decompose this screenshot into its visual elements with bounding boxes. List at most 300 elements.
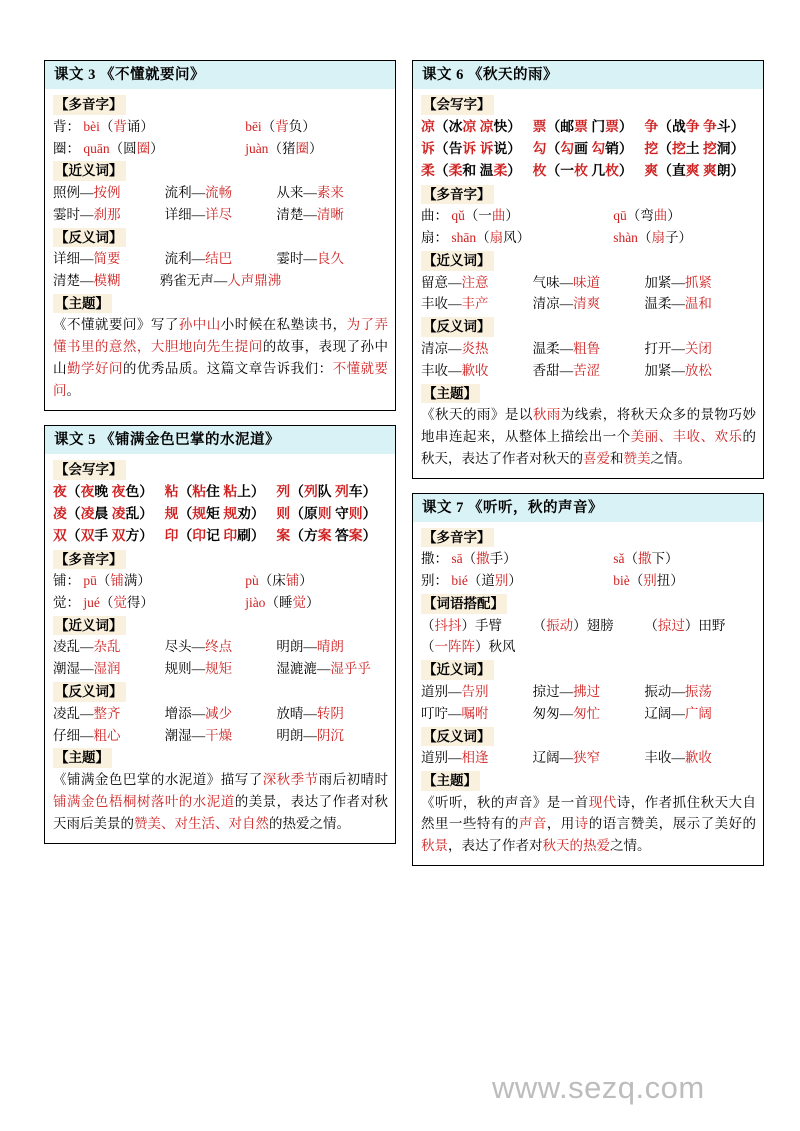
pair-dash: — [191, 184, 206, 200]
duoyinzi-reading-a [53, 570, 227, 592]
pair-dash: — [191, 661, 206, 677]
pair-dash: — [80, 705, 94, 721]
hanzi-entry [276, 481, 388, 503]
highlight-text: 勤学好问 [66, 361, 123, 377]
section-label-zhuti: 【主题】 [53, 294, 112, 314]
collocation-filler [533, 636, 645, 658]
lesson-6-fanyici-list [421, 338, 756, 382]
word-part: 子 [664, 230, 679, 246]
word-pair [53, 182, 165, 204]
body-text: 《秋天的雨》是以 [421, 407, 533, 423]
word-part: 床 [272, 573, 286, 589]
word-part: 记 [206, 528, 220, 544]
word-right: 按例 [93, 184, 121, 200]
word-part: 队 [317, 483, 332, 499]
word-part: 原 [303, 505, 318, 521]
word-pair-row [421, 338, 756, 360]
hanzi-row [53, 481, 388, 503]
section-label-jinyici: 【近义词】 [421, 660, 494, 680]
hanzi-row [53, 503, 388, 525]
word-right: 素来 [316, 184, 344, 200]
section-label-duoyinzi: 【多音字】 [421, 185, 494, 205]
duoyinzi-pinyin: qǔ [451, 208, 465, 224]
collocation-modifier: 振动 [546, 617, 574, 633]
lesson-6-jinyici-list [421, 272, 756, 316]
word-part: 乱 [125, 505, 140, 521]
hanzi-entry [165, 525, 277, 547]
pair-dash: — [303, 727, 317, 743]
pair-dash: — [80, 206, 94, 222]
word-part: 刷 [237, 528, 251, 544]
word-part: 得 [126, 595, 141, 611]
duoyinzi-row [421, 205, 756, 227]
word-pair [533, 360, 645, 382]
word-left: 丰收 [421, 362, 448, 378]
word-pair [644, 703, 756, 725]
word-part: 冰 [448, 118, 463, 134]
pair-dash: — [303, 639, 317, 655]
pair-dash: — [559, 296, 574, 312]
pair-dash: — [448, 750, 462, 766]
word-key-char: 背 [275, 118, 289, 134]
body-text: 和 [610, 450, 624, 466]
word-key-char: 夜 [111, 483, 126, 499]
word-left: 霎时 [276, 251, 304, 267]
pair-dash: — [559, 750, 574, 766]
word-part: 告 [448, 141, 463, 157]
paren-open: （ [290, 528, 304, 544]
word-key-char: 案 [317, 528, 332, 544]
word-right: 人声鼎沸 [227, 273, 282, 289]
word-pair [53, 248, 165, 270]
paren-open: （ [66, 528, 81, 544]
hanzi-row [421, 138, 756, 160]
word-left: 留意 [421, 274, 448, 290]
word-pair [421, 338, 533, 360]
pair-dash: — [80, 251, 94, 267]
pair-dash: — [448, 296, 462, 312]
word-pair [421, 272, 533, 294]
word-key-char: 案 [348, 528, 363, 544]
pair-dash: — [448, 683, 462, 699]
highlight-text: 诗 [574, 816, 589, 832]
word-key-char: 双 [80, 528, 95, 544]
duoyinzi-row [53, 570, 388, 592]
paren-close: ） [730, 163, 745, 179]
word-left: 详细 [164, 206, 192, 222]
word-pair [53, 204, 165, 226]
word-part: 色 [125, 483, 140, 499]
word-right: 刹那 [93, 206, 121, 222]
word-right: 温和 [684, 296, 712, 312]
paren-open: （ [476, 230, 490, 246]
highlight-text: 深秋季节 [262, 771, 319, 787]
word-left: 清凉 [532, 296, 560, 312]
paren-close: ） [362, 528, 377, 544]
duoyinzi-reading-a [421, 205, 595, 227]
collocation-noun: 手臂 [475, 617, 502, 633]
hanzi-entry [421, 116, 533, 138]
word-key-char: 铺 [110, 573, 124, 589]
pair-dash: — [80, 639, 94, 655]
paren-open: （ [178, 483, 193, 499]
word-part: 答 [334, 528, 349, 544]
highlight-text: 声音 [518, 816, 547, 832]
paren-close: ） [140, 595, 154, 611]
hanzi-row [53, 525, 388, 547]
duoyinzi-head-char: 扇： [421, 230, 448, 246]
paren-open: （ [626, 208, 641, 224]
word-pair [160, 270, 282, 292]
hanzi-head-char: 爽 [644, 163, 659, 179]
word-right: 终点 [205, 639, 233, 655]
word-key-char: 枚 [605, 163, 619, 179]
section-label-ciyudapei: 【词语搭配】 [421, 594, 507, 614]
lesson-7-duoyinzi-list [421, 548, 756, 592]
word-key-char: 诉 [479, 141, 494, 157]
pair-dash: — [559, 274, 574, 290]
pair-dash: — [316, 661, 331, 677]
pair-dash: — [671, 340, 685, 356]
word-key-char: 勾 [591, 141, 606, 157]
body-text: 的故事，表现了孙中山 [53, 339, 389, 377]
duoyinzi-pinyin: shàn [613, 230, 638, 246]
section-label-duoyinzi: 【多音字】 [421, 528, 494, 548]
word-part: 下 [651, 551, 665, 567]
word-pair-row [53, 725, 388, 747]
hanzi-head-char: 凉 [421, 118, 435, 134]
lesson-3-duoyinzi-list [53, 116, 388, 160]
word-part: 圆 [123, 140, 137, 156]
hanzi-head-char: 票 [532, 118, 547, 134]
word-right: 流畅 [205, 184, 233, 200]
body-text: 小时候在私塾读书， [220, 317, 347, 333]
word-pair [533, 703, 645, 725]
word-left: 详细 [53, 251, 80, 267]
duoyinzi-pinyin: pù [245, 573, 259, 589]
word-right: 良久 [316, 251, 344, 267]
word-key-char: 凌 [111, 505, 126, 521]
word-left: 掠过 [532, 683, 560, 699]
word-right: 广阔 [684, 705, 712, 721]
word-key-char: 列 [303, 483, 318, 499]
word-key-char: 凌 [80, 505, 95, 521]
lesson-3-jinyici-list [53, 182, 388, 226]
paren-open: （ [261, 118, 276, 134]
word-pair [276, 248, 388, 270]
word-part: 手 [489, 551, 504, 567]
paren-open: （ [66, 505, 81, 521]
section-label-duoyinzi: 【多音字】 [53, 550, 126, 570]
word-part: 和 [462, 163, 477, 179]
word-left: 清楚 [53, 273, 80, 289]
word-pair [276, 703, 388, 725]
word-part: 画 [574, 141, 588, 157]
pair-dash: — [559, 362, 574, 378]
hanzi-head-char: 凌 [53, 505, 67, 521]
word-part: 一 [478, 208, 492, 224]
word-key-char: 背 [113, 118, 127, 134]
paren-close: ） [305, 595, 320, 611]
word-key-char: 扇 [489, 230, 504, 246]
paren-close: ） [137, 573, 151, 589]
paren-close: ） [250, 483, 265, 499]
word-pair-row [421, 293, 756, 315]
word-pair [644, 338, 756, 360]
word-key-char: 曲 [491, 208, 506, 224]
highlight-text: 赞美 [623, 450, 651, 466]
lesson-6-zhuti-text [421, 404, 756, 470]
word-right: 狭窄 [573, 750, 601, 766]
paren-close: ） [150, 140, 164, 156]
paren-open: （ [96, 573, 111, 589]
hanzi-entry [421, 138, 533, 160]
word-part: 负 [288, 118, 303, 134]
hanzi-head-char: 勾 [532, 141, 547, 157]
pair-dash: — [671, 683, 685, 699]
paren-close: ） [250, 528, 265, 544]
word-right: 关闭 [684, 340, 712, 356]
word-part: 说 [493, 141, 508, 157]
word-pair [53, 703, 165, 725]
duoyinzi-pinyin: bié [451, 573, 468, 589]
body-text: 雨后初晴时 [318, 771, 389, 787]
duoyinzi-row [421, 548, 756, 570]
body-text: 的秋天，表达了作者对秋天的 [421, 428, 757, 466]
paren-open: （ [434, 118, 449, 134]
paren-close: ） [618, 118, 633, 134]
word-pair [533, 272, 645, 294]
word-part: 住 [206, 483, 220, 499]
hanzi-head-char: 枚 [532, 163, 547, 179]
section-label-duoyinzi: 【多音字】 [53, 95, 126, 115]
word-key-char: 圈 [295, 140, 309, 156]
body-text: 。 [66, 383, 80, 399]
word-pair [644, 293, 756, 315]
word-pair [276, 658, 388, 680]
paren-close: ） [730, 141, 745, 157]
lesson-7-ciyudapei-list [421, 615, 756, 659]
highlight-text: 秋天的热爱 [542, 838, 610, 854]
word-part: 风 [503, 230, 517, 246]
word-left: 振动 [644, 683, 672, 699]
paren-open: （ [265, 595, 279, 611]
word-key-char: 别 [643, 573, 657, 589]
duoyinzi-head-char: 圈： [53, 140, 80, 156]
duoyinzi-pinyin: jué [83, 595, 100, 611]
lesson-card-3 [44, 60, 396, 411]
section-label-fanyici: 【反义词】 [421, 727, 494, 747]
paren-open: （ [637, 230, 652, 246]
word-part: 晚 [94, 483, 109, 499]
pair-dash: — [559, 340, 574, 356]
paren-open: （ [546, 163, 561, 179]
hanzi-head-char: 粘 [164, 483, 179, 499]
word-part: 道 [481, 573, 495, 589]
collocation [421, 636, 533, 658]
collocation-filler [644, 636, 756, 658]
word-right: 结巴 [205, 251, 233, 267]
lesson-5-fanyici-list [53, 703, 388, 747]
word-key-char: 撒 [637, 551, 652, 567]
paren-close: ） [618, 141, 633, 157]
paren-close: ） [516, 230, 531, 246]
lesson-7-zhuti-text [421, 792, 756, 858]
collocation-modifier: 一阵阵 [434, 639, 475, 655]
word-left: 仔细 [53, 727, 80, 743]
word-right: 湿乎乎 [330, 661, 371, 677]
word-part: 满 [123, 573, 138, 589]
word-pair [644, 272, 756, 294]
collocation [421, 615, 533, 637]
body-text: 《铺满金色巴掌的水泥道》描写了 [53, 771, 263, 787]
hanzi-entry [53, 525, 165, 547]
word-pair [644, 747, 756, 769]
word-left: 打开 [644, 340, 672, 356]
paren-close: ） [140, 118, 154, 134]
paren-close: ） [250, 505, 265, 521]
lesson-5-huixiezi-list [53, 481, 388, 548]
duoyinzi-reading-b [595, 548, 756, 570]
body-text: 之情。 [610, 838, 651, 854]
body-text: 《听听，秋的声音》是一首 [421, 794, 589, 810]
word-left: 放晴 [276, 705, 304, 721]
paren-open: （ [258, 573, 273, 589]
two-column-layout [44, 60, 764, 866]
pair-dash: — [191, 206, 206, 222]
word-right: 抓紧 [684, 274, 712, 290]
duoyinzi-reading-b [227, 138, 388, 160]
word-pair [165, 636, 277, 658]
collocation-modifier: 掠过 [657, 617, 685, 633]
word-key-char: 撒 [476, 551, 490, 567]
word-pair [533, 293, 645, 315]
paren-close: ） [461, 617, 475, 633]
paren-open: （ [624, 551, 638, 567]
hanzi-entry [276, 503, 388, 525]
word-pair [165, 725, 277, 747]
highlight-text: 孙中山 [178, 317, 221, 333]
word-part: 战 [671, 118, 686, 134]
hanzi-head-char: 规 [164, 505, 179, 521]
highlight-text: 为了弄懂书里的意然，大胆地向先生提问 [53, 317, 389, 355]
word-pair [276, 182, 388, 204]
hanzi-entry [421, 160, 533, 182]
word-right: 湿润 [93, 661, 121, 677]
hanzi-head-char: 柔 [421, 163, 435, 179]
duoyinzi-reading-a [53, 592, 227, 614]
duoyinzi-head-char: 觉： [53, 595, 80, 611]
pair-dash: — [191, 639, 206, 655]
paren-open: （ [658, 141, 672, 157]
paren-open: （ [434, 141, 449, 157]
paren-close: ） [684, 617, 699, 633]
word-key-char: 凉 [479, 118, 494, 134]
pair-dash: — [191, 705, 206, 721]
word-pair [53, 658, 165, 680]
duoyinzi-row [53, 592, 388, 614]
paren-close: ） [503, 551, 517, 567]
word-part: 门 [591, 118, 606, 134]
lesson-6-duoyinzi-list [421, 205, 756, 249]
hanzi-entry [276, 525, 388, 547]
section-label-jinyici: 【近义词】 [421, 251, 494, 271]
word-left: 清凉 [421, 340, 448, 356]
lesson-6-huixiezi-list [421, 116, 756, 183]
word-right: 振荡 [684, 683, 712, 699]
word-key-char: 争 [685, 118, 700, 134]
section-label-zhuti: 【主题】 [53, 748, 112, 768]
duoyinzi-pinyin: pū [83, 573, 97, 589]
lesson-7-fanyici-list [421, 747, 756, 769]
word-key-char: 粘 [223, 483, 238, 499]
word-right: 详尽 [205, 206, 233, 222]
word-right: 注意 [461, 274, 489, 290]
word-pair-row [53, 204, 388, 226]
word-key-char: 票 [605, 118, 619, 134]
word-pair [421, 360, 533, 382]
pair-dash: — [80, 273, 94, 289]
lesson-3-title: 课文 3 《不懂就要问》 [45, 61, 395, 89]
word-part: 斗 [716, 118, 731, 134]
duoyinzi-head-char: 撒： [421, 551, 448, 567]
word-left: 叮咛 [421, 705, 448, 721]
paren-close: ） [302, 118, 316, 134]
paren-open: （ [546, 118, 561, 134]
word-left: 鸦雀无声 [159, 273, 214, 289]
paren-open: （ [178, 528, 193, 544]
duoyinzi-reading-a [421, 548, 595, 570]
body-text: 的语言赞美，展示了美好的 [588, 816, 757, 832]
pair-filler [281, 270, 388, 292]
body-text: 的热爱之情。 [269, 815, 350, 831]
word-part: 手 [94, 528, 109, 544]
paren-open: （ [99, 595, 114, 611]
hanzi-head-char: 双 [53, 528, 67, 544]
word-pair [165, 248, 277, 270]
hanzi-head-char: 印 [164, 528, 179, 544]
word-key-char: 印 [192, 528, 207, 544]
pair-dash: — [671, 362, 685, 378]
word-right: 粗心 [93, 727, 121, 743]
section-label-zhuti: 【主题】 [421, 384, 480, 404]
word-left: 加紧 [644, 362, 672, 378]
duoyinzi-reading-a [53, 138, 227, 160]
word-pair [165, 182, 277, 204]
word-right: 阴沉 [316, 727, 344, 743]
paren-open: （ [467, 573, 482, 589]
hanzi-head-char: 案 [276, 528, 291, 544]
hanzi-head-char: 挖 [644, 141, 659, 157]
duoyinzi-reading-b [227, 592, 388, 614]
word-part: 朗 [716, 163, 731, 179]
duoyinzi-head-char: 铺： [53, 573, 80, 589]
word-part: 温 [479, 163, 494, 179]
paren-open: （ [66, 483, 81, 499]
paren-close: ） [507, 118, 522, 134]
paren-open: （ [462, 551, 477, 567]
duoyinzi-reading-a [421, 570, 595, 592]
pair-dash: — [448, 362, 462, 378]
word-pair-row [421, 703, 756, 725]
paren-open: （ [99, 118, 114, 134]
word-part: 晨 [94, 505, 109, 521]
word-right: 拂过 [573, 683, 601, 699]
collocation-modifier: 抖抖 [434, 617, 462, 633]
highlight-text: 美丽、丰收、欢乐 [630, 428, 743, 444]
hanzi-entry [53, 503, 165, 525]
word-pair-row [421, 747, 756, 769]
